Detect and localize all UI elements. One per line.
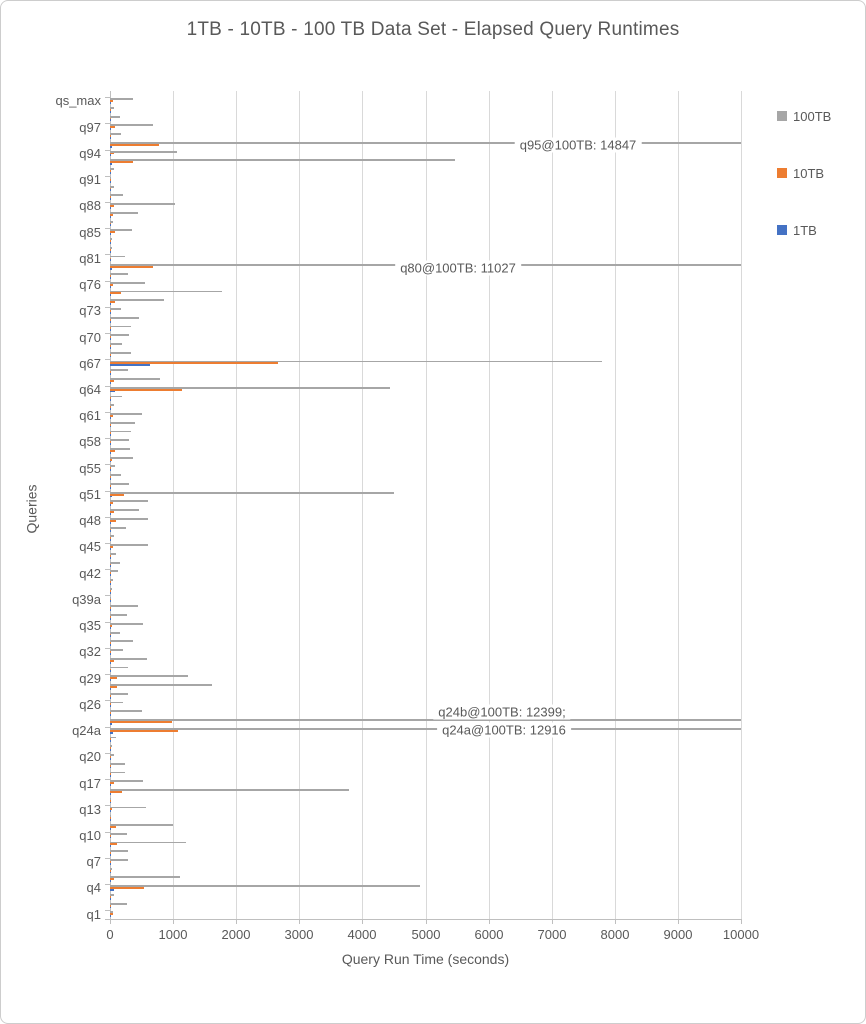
bar-100TB-q81 [110,256,125,258]
bar-1TB-q41 [110,583,111,585]
category-label: q26 [79,696,101,712]
category-label: q91 [79,172,101,188]
bar-100TB-q18 [110,772,125,774]
bar-100TB-q19 [110,763,125,765]
bar-1TB-q18 [110,775,111,777]
bar-100TB-q73 [110,308,121,310]
bar-100TB-q69 [110,343,122,345]
bar-1TB-q70 [110,338,111,340]
bar-10TB-q80 [110,266,153,268]
bar-100TB-q96 [110,133,121,135]
bar-1TB-q42 [110,574,111,576]
y-axis-title: Queries [23,484,40,534]
category-label: q64 [79,381,101,397]
category-label: q70 [79,329,101,345]
category-label: q55 [79,460,101,476]
bar-1TB-q97 [110,128,111,130]
category-label: q24a [72,723,101,738]
bar-100TB-q32 [110,649,123,651]
bar-10TB-q64 [110,389,182,391]
bar-100TB-q68 [110,352,131,354]
bar-100TB-q5 [110,876,180,878]
bar-100TB-q25 [110,710,142,712]
category-label: q13 [79,801,101,817]
legend-item-1TB [777,223,817,237]
bar-rows [110,97,741,919]
bar-1TB-q89 [110,198,111,200]
bar-1TB-q93 [110,163,112,165]
bar-100TB-q9 [110,842,186,844]
bar-100TB-q63 [110,396,122,398]
bar-100TB-q53 [110,474,121,476]
bar-1TB-q61 [110,417,111,419]
category-label: q97 [79,119,101,135]
bar-10TB-q24a [110,730,178,732]
annotation-q24b: q24b@100TB: 12399; [433,705,570,720]
y-axis-tick [105,919,110,920]
bar-1TB-q64 [110,391,115,393]
legend-item-100TB [777,109,831,123]
bar-100TB-q98 [110,116,120,118]
category-label: q45 [79,539,101,555]
bar-1TB-q29 [110,679,111,681]
bar-1TB-q53 [110,478,111,480]
bar-1TB-q76 [110,286,111,288]
bar-100TB-q61 [110,413,142,415]
category-label: q51 [79,486,101,502]
bar-100TB-q76 [110,282,145,284]
bar-1TB-q62 [110,408,111,410]
bar-100TB-q95 [110,142,741,144]
bar-1TB-q24b [110,723,112,725]
annotation-q24a: q24a@100TB: 12916 [437,723,571,738]
bar-1TB-q58 [110,443,111,445]
bar-100TB-q37 [110,614,127,616]
bar-1TB-q9 [110,845,111,847]
bar-100TB-q29 [110,675,188,677]
bar-1TB-q38 [110,609,111,611]
bar-100TB-q31 [110,658,147,660]
bar-10TB-q93 [110,161,133,163]
bar-100TB-qs_max [110,98,133,100]
x-axis-tick [741,919,742,924]
bar-100TB-q27 [110,693,128,695]
bar-1TB-q21 [110,749,111,751]
bar-1TB-q16 [110,793,111,795]
bar-1TB-q48 [110,522,111,524]
bar-1TB-q83 [110,242,111,244]
bar-100TB-q70 [110,334,129,336]
category-label: q1 [86,906,101,922]
bar-1TB-q80 [110,268,112,270]
bar-1TB-q20 [110,758,111,760]
bar-1TB-q17 [110,784,111,786]
category-label: q85 [79,224,101,240]
category-label: q81 [79,250,101,266]
bar-1TB-q71 [110,329,111,331]
legend-label: 10TB [793,165,825,181]
bar-1TB-q92 [110,172,111,174]
annotation-q80: q80@100TB: 11027 [395,260,521,275]
bar-100TB-q2 [110,903,127,905]
bar-10TB-q51 [110,494,124,496]
bar-1TB-q88 [110,207,111,209]
bar-1TB-q65 [110,382,111,384]
bar-100TB-q93 [110,159,455,161]
bar-1TB-q90 [110,189,111,191]
bar-100TB-q8 [110,850,128,852]
bar-1TB-q13 [110,810,111,812]
bar-100TB-q7 [110,859,128,861]
bar-1TB-q1 [110,915,111,917]
bar-1TB-q87 [110,216,111,218]
category-label: q29 [79,670,101,686]
bar-100TB-q11 [110,824,173,826]
bar-1TB-q12 [110,819,111,821]
bar-100TB-q16 [110,789,349,791]
plot-area [55,91,760,942]
bar-1TB-q60 [110,426,111,428]
bar-100TB-q94 [110,151,177,153]
bar-10TB-q4 [110,887,144,889]
bar-1TB-q19 [110,767,111,769]
bar-1TB-q7 [110,863,111,865]
bar-100TB-q47 [110,527,126,529]
bar-1TB-q32 [110,653,111,655]
bar-1TB-q11 [110,828,111,830]
bar-1TB-q31 [110,662,111,664]
bar-1TB-q26 [110,705,111,707]
bar-100TB-q78 [110,273,128,275]
legend-swatch-icon [777,111,787,121]
bar-1TB-q5 [110,880,111,882]
bar-1TB-q27 [110,697,111,699]
category-label: q67 [79,355,101,371]
bar-10TB-q24b [110,721,172,723]
bar-1TB-q73 [110,312,111,314]
category-label: q20 [79,749,101,765]
bar-1TB-q86 [110,224,111,226]
bar-100TB-q26 [110,702,123,704]
bar-1TB-q47 [110,530,111,532]
bar-1TB-q46 [110,539,111,541]
bar-1TB-q51 [110,496,112,498]
bar-100TB-q59 [110,431,131,433]
legend-item-10TB [777,166,824,180]
legend-label: 100TB [793,108,832,124]
bar-100TB-q35 [110,623,143,625]
bar-100TB-q49 [110,509,139,511]
bar-1TB-q34 [110,635,111,637]
annotation-q95: q95@100TB: 14847 [515,138,642,153]
bar-1TB-qs_max [110,102,111,104]
category-label: qs_max [55,93,101,109]
bar-10TB-q29 [110,677,117,679]
bar-1TB-q72 [110,321,111,323]
bar-100TB-q13 [110,807,146,809]
bar-100TB-q30 [110,667,128,669]
bar-1TB-q25 [110,714,111,716]
legend-label: 1TB [793,222,817,238]
chart-title: 1TB - 10TB - 100 TB Data Set - Elapsed Query Runtimes [186,19,680,40]
category-label: q7 [86,854,101,870]
bar-1TB-q28 [110,688,111,690]
bar-10TB-q95 [110,144,159,146]
bar-1TB-q15 [110,802,111,804]
bar-100TB-q51 [110,492,394,494]
bar-1TB-q30 [110,670,111,672]
category-label: q88 [79,198,101,214]
x-tick-label: 2000 [221,927,251,942]
bar-1TB-q69 [110,347,111,349]
bar-1TB-q91 [110,181,111,183]
bar-1TB-q4 [110,889,114,891]
category-label: q35 [79,618,101,634]
bar-1TB-q85 [110,233,111,235]
legend-swatch-icon [777,225,787,235]
bar-1TB-q74 [110,303,111,305]
bar-1TB-q63 [110,399,111,401]
bar-100TB-q28 [110,684,212,686]
bar-100TB-q87 [110,212,138,214]
category-label: q10 [79,827,101,843]
bar-1TB-q37 [110,618,111,620]
bar-100TB-q34 [110,632,120,634]
bar-1TB-q49 [110,513,111,515]
bar-1TB-q6 [110,872,111,874]
category-label: q4 [86,880,101,896]
bar-1TB-q40 [110,592,111,594]
bar-100TB-q65 [110,378,160,380]
bar-1TB-q75 [110,294,111,296]
bar-1TB-q56 [110,461,111,463]
bar-1TB-q10 [110,837,111,839]
bar-1TB-q82 [110,251,111,253]
bar-100TB-q33 [110,640,133,642]
category-label: q17 [79,775,101,791]
bar-100TB-q45 [110,544,148,546]
bar-1TB-q45 [110,548,111,550]
category-label: q73 [79,303,101,319]
bar-100TB-q38 [110,605,138,607]
bar-100TB-q10 [110,833,127,835]
x-tick-label: 9000 [663,927,693,942]
category-label: q76 [79,277,101,292]
bar-1TB-q2 [110,907,111,909]
x-tick-label: 3000 [284,927,314,942]
bar-100TB-q50 [110,500,148,502]
bar-10TB-q28 [110,686,117,688]
bar-100TB-q24a [110,728,741,730]
bar-1TB-q68 [110,356,111,358]
category-label: q42 [79,565,101,581]
bar-1TB-q81 [110,259,111,261]
bar-100TB-q4 [110,885,420,887]
bar-10TB-q9 [110,843,117,845]
bar-1TB-q52 [110,487,111,489]
category-label: q94 [79,145,101,161]
x-tick-label: 5000 [411,927,441,942]
bar-1TB-q43 [110,565,111,567]
category-label: q61 [79,408,101,424]
x-axis-title: Query Run Time (seconds) [341,951,510,967]
bar-100TB-q71 [110,326,131,328]
x-tick-label: 10000 [722,927,760,942]
bar-1TB-q59 [110,434,111,436]
bar-100TB-q52 [110,483,129,485]
x-tick-label: 8000 [600,927,630,942]
bar-1TB-q67 [110,364,150,366]
bar-1TB-q95 [110,146,112,148]
bar-1TB-q8 [110,854,111,856]
bar-1TB-q44 [110,557,111,559]
bar-100TB-q72 [110,317,139,319]
gridline [741,91,742,919]
bar-1TB-q24a [110,732,113,734]
bar-1TB-q35 [110,627,111,629]
bar-100TB-q17 [110,780,143,782]
x-tick-label: 0 [106,927,114,942]
bar-100TB-q74 [110,299,164,301]
category-label: q32 [79,644,101,660]
bar-1TB-q55 [110,469,111,471]
x-tick-label: 4000 [347,927,377,942]
bar-1TB-q94 [110,154,111,156]
bar-1TB-q66 [110,373,111,375]
bar-100TB-q43 [110,562,120,564]
category-label: q39a [72,591,101,607]
bar-1TB-q33 [110,644,111,646]
bar-100TB-q56 [110,457,133,459]
bar-1TB-q98 [110,119,111,121]
bar-100TB-q88 [110,203,175,205]
bar-100TB-q89 [110,194,123,196]
bar-100TB-q58 [110,439,129,441]
bar-10TB-q75 [110,292,121,294]
x-tick-label: 6000 [474,927,504,942]
bar-1TB-q39a [110,600,111,602]
bar-100TB-q24b [110,719,741,721]
x-axis-line [110,919,741,920]
bar-1TB-q50 [110,504,111,506]
bar-100TB-q42 [110,570,118,572]
legend-swatch-icon [777,168,787,178]
bar-100TB-q75 [110,291,222,293]
bar-100TB-q66 [110,369,128,371]
bar-1TB-q3 [110,898,111,900]
bar-10TB-q16 [110,791,122,793]
bar-100TB-q60 [110,422,135,424]
x-tick-label: 7000 [537,927,567,942]
bar-1TB-q96 [110,137,111,139]
bar-1TB-q99 [110,111,111,113]
category-label: q48 [79,513,101,529]
category-label: q58 [79,434,101,450]
bar-1TB-q22 [110,740,111,742]
x-tick-label: 1000 [158,927,188,942]
bar-1TB-q78 [110,277,111,279]
bar-100TB-q97 [110,124,153,126]
bar-1TB-q57 [110,452,111,454]
